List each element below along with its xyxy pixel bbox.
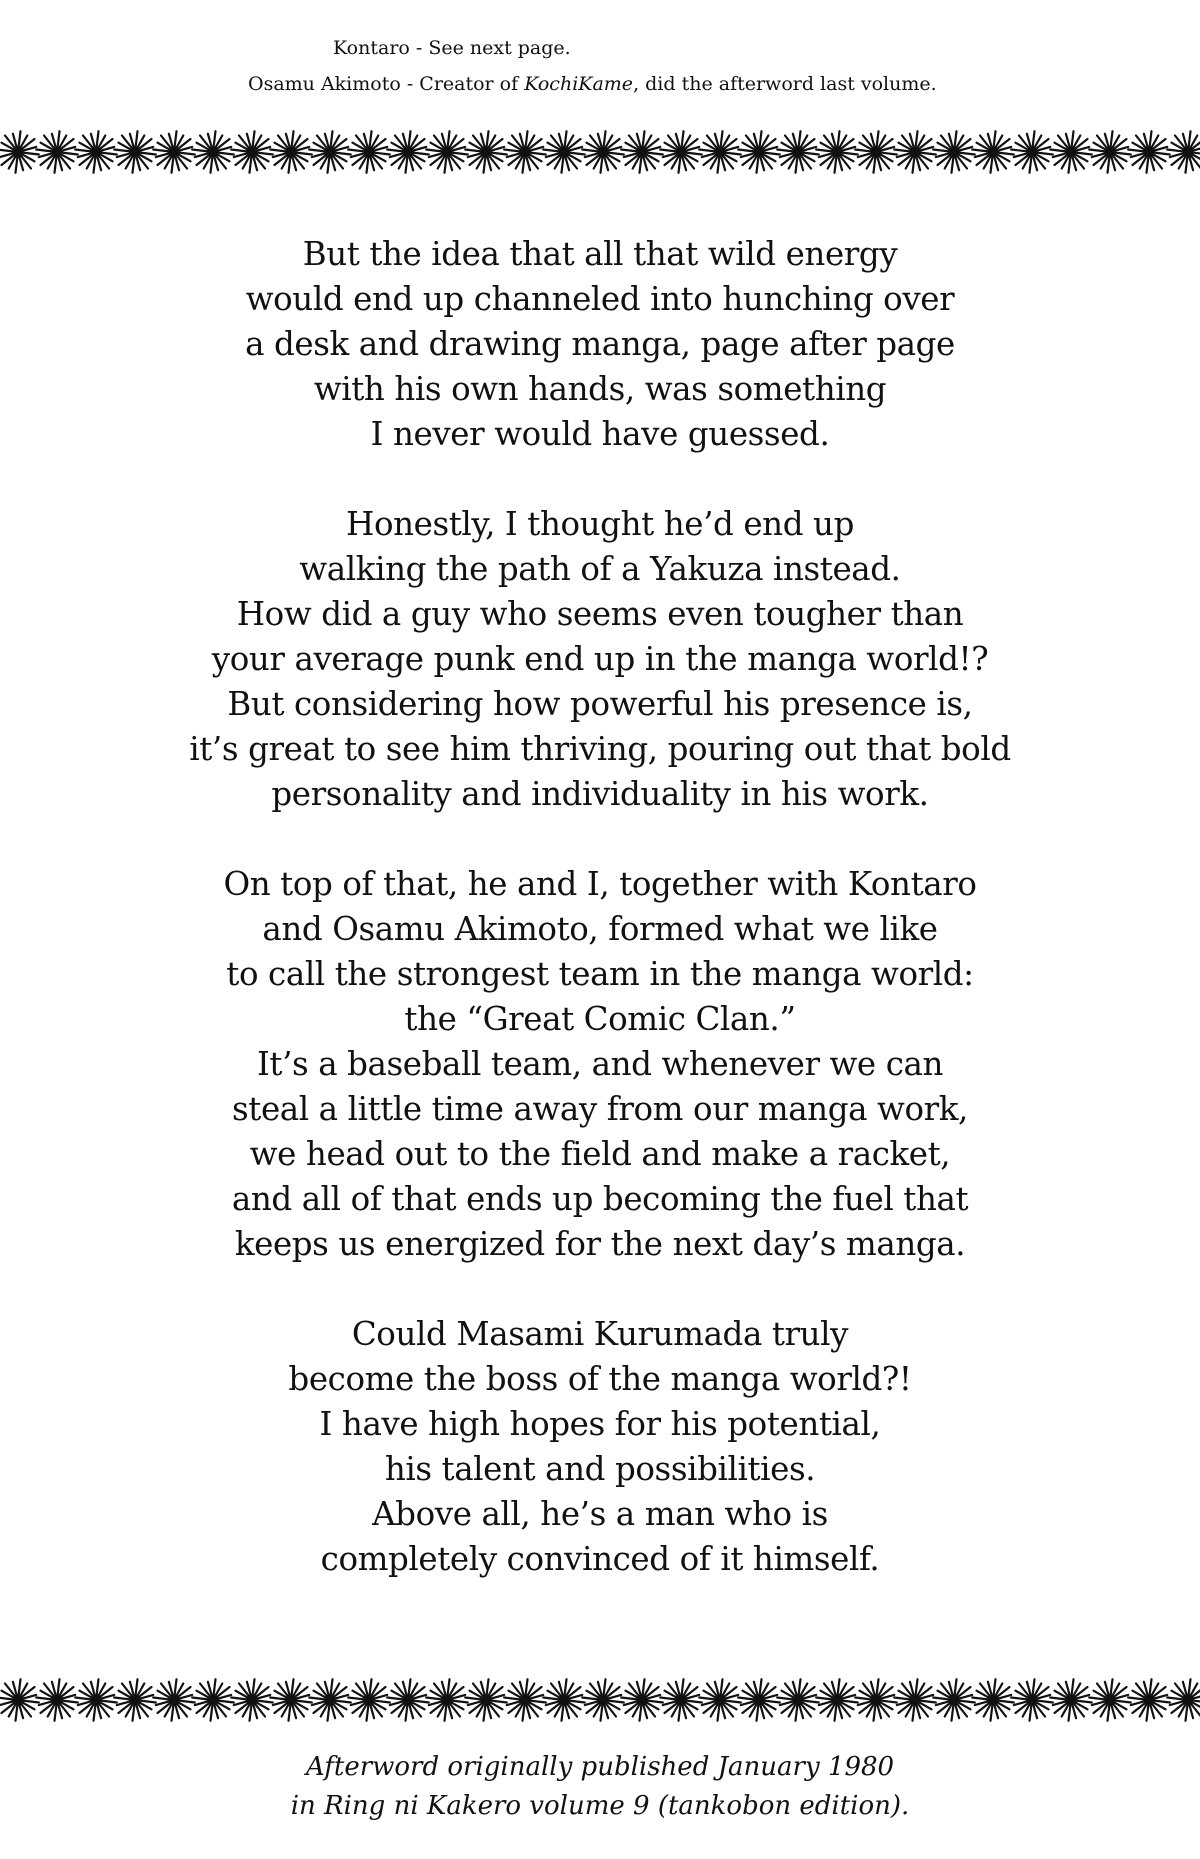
asterisk-star-icon [1089, 131, 1131, 173]
text-line: become the boss of the manga world?! [288, 1360, 912, 1398]
text-line: a desk and drawing manga, page after page [245, 325, 955, 363]
asterisk-star-icon [582, 131, 624, 173]
asterisk-star-icon [816, 1679, 858, 1721]
text-line: the “Great Comic Clan.” [404, 1000, 796, 1038]
text-line: I never would have guessed. [370, 415, 830, 453]
asterisk-star-icon [1128, 1679, 1170, 1721]
text-line: your average punk end up in the manga world!? [211, 640, 989, 678]
asterisk-star-icon [660, 131, 702, 173]
asterisk-star-icon [777, 131, 819, 173]
asterisk-star-icon [894, 1679, 936, 1721]
asterisk-star-icon [426, 1679, 468, 1721]
text-line: we head out to the field and make a racket, [249, 1135, 951, 1173]
asterisk-star-icon [933, 1679, 975, 1721]
asterisk-divider-top [0, 124, 1200, 180]
asterisk-star-icon [894, 131, 936, 173]
asterisk-star-icon [348, 131, 390, 173]
note-akimoto-prefix: Osamu Akimoto - Creator of [248, 73, 525, 95]
asterisk-star-icon [153, 131, 195, 173]
asterisk-star-icon [270, 1679, 312, 1721]
asterisk-star-icon [777, 1679, 819, 1721]
text-line: keeps us energized for the next day’s manga. [234, 1225, 966, 1263]
asterisk-star-icon [1167, 131, 1200, 173]
asterisk-star-icon [114, 1679, 156, 1721]
asterisk-star-icon [465, 131, 507, 173]
asterisk-star-icon [309, 1679, 351, 1721]
text-line: his talent and possibilities. [384, 1450, 816, 1488]
asterisk-star-icon [75, 131, 117, 173]
afterword-body [0, 232, 1200, 1627]
asterisk-star-icon [465, 1679, 507, 1721]
asterisk-star-icon [543, 1679, 585, 1721]
asterisk-star-icon [738, 1679, 780, 1721]
asterisk-star-icon [426, 131, 468, 173]
paragraph-boss-of-manga-world [0, 1312, 1200, 1582]
asterisk-star-icon [738, 131, 780, 173]
asterisk-star-icon [660, 1679, 702, 1721]
publication-credit [0, 1748, 1200, 1826]
text-line: Honestly, I thought he’d end up [346, 505, 854, 543]
text-line: personality and individuality in his work. [271, 775, 929, 813]
text-line: it’s great to see him thriving, pouring out that bold [189, 730, 1011, 768]
text-line: On top of that, he and I, together with Kontaro [223, 865, 977, 903]
text-line: It’s a baseball team, and whenever we can [256, 1045, 944, 1083]
asterisk-divider-top-icon [0, 124, 1200, 180]
asterisk-star-icon [504, 131, 546, 173]
text-line: with his own hands, was something [313, 370, 887, 408]
text-line: But considering how powerful his presence is, [227, 685, 973, 723]
asterisk-star-icon [387, 1679, 429, 1721]
asterisk-star-icon [387, 131, 429, 173]
asterisk-star-icon [1167, 1679, 1200, 1721]
asterisk-star-icon [855, 1679, 897, 1721]
note-kochikame-title: KochiKame [524, 73, 634, 95]
note-kontaro: Kontaro - See next page. [333, 37, 571, 59]
asterisk-divider-bottom-icon [0, 1672, 1200, 1728]
asterisk-star-icon [855, 131, 897, 173]
text-line: walking the path of a Yakuza instead. [299, 550, 901, 588]
asterisk-star-icon [972, 1679, 1014, 1721]
asterisk-star-icon [621, 1679, 663, 1721]
asterisk-star-icon [699, 131, 741, 173]
asterisk-star-icon [582, 1679, 624, 1721]
asterisk-star-icon [231, 1679, 273, 1721]
note-akimoto-suffix: , did the afterword last volume. [633, 73, 937, 95]
asterisk-star-icon [816, 131, 858, 173]
text-line: and Osamu Akimoto, formed what we like [262, 910, 938, 948]
text-line: How did a guy who seems even tougher than [236, 595, 964, 633]
asterisk-star-icon [1089, 1679, 1131, 1721]
text-line: and all of that ends up becoming the fuel that [231, 1180, 969, 1218]
asterisk-star-icon [543, 131, 585, 173]
text-line: But the idea that all that wild energy [302, 235, 898, 273]
asterisk-star-icon [192, 131, 234, 173]
asterisk-star-icon [36, 1679, 78, 1721]
asterisk-star-icon [972, 131, 1014, 173]
text-line: Could Masami Kurumada truly [351, 1315, 849, 1353]
text-line: Above all, he’s a man who is [372, 1495, 828, 1533]
asterisk-star-icon [348, 1679, 390, 1721]
credit-line-date: Afterword originally published January 1980 [305, 1752, 895, 1782]
asterisk-star-icon [504, 1679, 546, 1721]
asterisk-star-icon [1011, 1679, 1053, 1721]
text-line: steal a little time away from our manga work, [232, 1090, 968, 1128]
paragraph-yakuza [0, 502, 1200, 817]
text-line: would end up channeled into hunching over [245, 280, 955, 318]
note-osamu-akimoto [248, 66, 937, 103]
asterisk-star-icon [153, 1679, 195, 1721]
asterisk-star-icon [36, 131, 78, 173]
asterisk-star-icon [621, 131, 663, 173]
asterisk-star-icon [270, 131, 312, 173]
text-line: completely convinced of it himself. [320, 1540, 880, 1578]
asterisk-star-icon [0, 131, 39, 173]
text-line: I have high hopes for his potential, [319, 1405, 881, 1443]
credit-line-edition: in Ring ni Kakero volume 9 (tankobon edition). [290, 1791, 910, 1821]
asterisk-star-icon [114, 131, 156, 173]
paragraph-great-comic-clan [0, 862, 1200, 1267]
asterisk-divider-bottom [0, 1672, 1200, 1728]
asterisk-star-icon [231, 131, 273, 173]
asterisk-star-icon [0, 1679, 39, 1721]
text-line: to call the strongest team in the manga world: [226, 955, 974, 993]
paragraph-wild-energy [0, 232, 1200, 457]
asterisk-star-icon [1050, 131, 1092, 173]
asterisk-star-icon [1128, 131, 1170, 173]
asterisk-star-icon [309, 131, 351, 173]
asterisk-star-icon [1050, 1679, 1092, 1721]
asterisk-star-icon [1011, 131, 1053, 173]
asterisk-star-icon [75, 1679, 117, 1721]
asterisk-star-icon [192, 1679, 234, 1721]
asterisk-star-icon [933, 131, 975, 173]
asterisk-star-icon [699, 1679, 741, 1721]
